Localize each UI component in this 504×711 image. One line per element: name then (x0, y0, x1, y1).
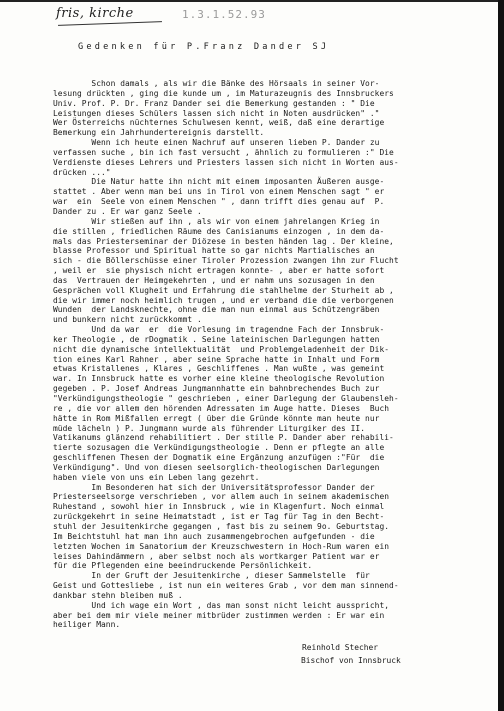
body-line: Univ. Prof. P. Dr. Franz Dander sei die Bemerkung gestanden : " Die (53, 98, 375, 108)
body-line: das Vertrauen der Heimgekehrten , und er nahm uns sozusagen in den (53, 275, 375, 285)
body-line: verfassen suche , bin ich fast versucht , ähnlich zu formulieren :" Die (53, 147, 394, 157)
body-line: tierte sozusagen die Verkündigungstheologie . Denn er pflegte an alle (53, 443, 385, 453)
body-line: Im Beichtstuhl hat man ihn auch zusammengebrochen aufgefunden - die (53, 531, 375, 541)
body-line: Ruhestand , sowohl hier in Innsbruck , wie in Klagenfurt. Noch einmal (53, 502, 385, 512)
body-line: war. In Innsbruck hatte es vorher eine kleine theologische Revolution (53, 374, 385, 384)
body-line: Wer Österreichs nüchternes Schulwesen kennt, weiß, daß eine derartige (53, 118, 385, 128)
body-line: Verdienste dieses Lehrers und Priesters lassen sich nicht in Worten aus- (53, 157, 399, 167)
handwritten-underline (58, 21, 162, 26)
body-line: ker Theologie , de rDogmatik . Seine lateinischen Darlegungen hatten (53, 334, 380, 344)
body-line: Gesprächen voll Klugheit und Erfahrung die stahlhelme der Sturheit ab , (53, 285, 394, 295)
date-stamp: 1.3.1.52.93 (182, 8, 266, 21)
body-line: tion eines Karl Rahner , aber seine Sprache hatte in Inhalt und Form (53, 354, 380, 364)
body-line: Wir stießen auf ihn , als wir von einem jahrelangen Krieg in (53, 216, 380, 226)
body-line: Dander zu . Er war ganz Seele . (53, 206, 202, 216)
body-line: blasse Professor und Spiritual hatte so gar nichts Martialisches an (53, 246, 375, 256)
body-line: Im Besonderen hat sich der Universitätsprofessor Dander der (53, 482, 375, 492)
body-line: heiliger Mann. (53, 620, 121, 630)
body-line: Priesterseelsorge verschrieben , vor allem auch in seinem akademischen (53, 492, 390, 502)
scan-border-top (0, 0, 504, 2)
document-title: Gedenken für P.Franz Dander SJ (78, 42, 330, 52)
body-line: haben viele von uns ein Leben lang gezehrt. (53, 472, 260, 482)
body-line: leises Dahindämmern , aber selbst noch als wortkarger Patient war er (53, 551, 380, 561)
body-line: sich - die Böllerschüsse einer Tiroler Prozession zwangen ihn zur Flucht (53, 256, 399, 266)
body-line: stattet . Aber wenn man bei uns in Tirol von einem Menschen sagt " er (53, 187, 385, 197)
body-line: gegeben . P. Josef Andreas Jungmannhatte ein bahnbrechendes Buch zur (53, 384, 380, 394)
body-line: Wunden der Landsknechte, ohne die man nun einmal aus Schützengräben (53, 305, 380, 315)
body-line: Bemerkung ein Jahrhundertereignis darstellt. (53, 128, 265, 138)
body-line: Schon damals , als wir die Bänke des Hörsaals in seiner Vor- (53, 79, 380, 88)
handwritten-note (56, 6, 134, 21)
body-line: hätte in Rom Mißfallen erregt ( über die Gründe könnte man heute nur (53, 413, 380, 423)
body-line: Die Natur hatte ihn nicht mit einem imposanten Äußeren ausge- (53, 177, 385, 187)
body-line: Geist und Gottesliebe , ist nun ein weiteres Grab , vor dem man sinnend- (53, 581, 399, 591)
body-line: für die Pflegenden eine beeindruckende Persönlichkeit. (53, 561, 313, 571)
body-line: letzten Wochen im Sanatorium der Kreuzschwestern in Hoch-Rum waren ein (53, 541, 390, 551)
body-line: Vatikanums glänzend rehabilitiert . Der stille P. Dander aber rehabili- (53, 433, 394, 443)
body-line: und bunkern nicht zurückkommt . (53, 315, 202, 325)
body-line: Verkündigung". Und von diesen seelsorglich-theologischen Darlegungen (53, 462, 380, 472)
body-line: war ein Seele von einem Menschen " , dann trifft dies genau auf P. (53, 197, 385, 207)
handwritten-note-text: fris, kirche (56, 6, 134, 21)
signature-name: Reinhold Stecher (302, 643, 379, 652)
body-line: Und ich wage ein Wort , das man sonst nicht leicht ausspricht, (53, 600, 390, 610)
body-line: zurückgekehrt in seine Heimatstadt , ist er Tag für Tag in den Becht- (53, 512, 385, 522)
body-line: dankbar stehn bleiben muß . (53, 590, 183, 600)
body-line: nicht die dynamische intellektualität und Problemgeladenheit der Dik- (53, 344, 390, 354)
body-line: , weil er sie physisch nicht ertragen konnte- , aber er hatte sofort (53, 266, 385, 276)
letter-body (53, 79, 498, 630)
scan-border-right (498, 0, 504, 711)
body-line: drücken ..." (53, 167, 111, 177)
body-line: re , die vor allem den hörenden Adressaten im Auge hatte. Dieses Buch (53, 403, 390, 413)
body-line: Leistungen dieses Schülers lassen sich nicht in Noten ausdrücken" ." (53, 108, 380, 118)
body-line: mals das Priesterseminar der Diözese in besten händen lag . Der kleine, (53, 236, 394, 246)
body-line: die stillen , friedlichen Räume des Canisianums einzogen , in dem da- (53, 226, 385, 236)
body-line: die wir immer noch heimlich trugen , und er verband die die verborgenen (53, 295, 394, 305)
body-line: Wenn ich heute einen Nachruf auf unseren lieben P. Dander zu (53, 138, 380, 148)
body-line: etwas Kristallenes , Klares , Geschliffenes . Man wußte , was gemeint (53, 364, 385, 374)
body-line: In der Gruft der Jesuitenkirche , dieser Sammelstelle für (53, 571, 370, 581)
body-line: Und da war er die Vorlesung im tragendne Fach der Innsbruk- (53, 325, 385, 335)
body-line: lesung drückten , ging die kunde um , im Maturazeugnis des Innsbruckers (53, 88, 394, 98)
body-line: geschliffenen Thesen der Dogmatik eine Ergänzung anzufügen :"Für die (53, 453, 385, 463)
body-line: müde lächeln ) P. Jungmann wurde als führender Liturgiker des II. (53, 423, 366, 433)
body-line: aber bei dem mir viele meiner mitbrüder zustimmen werden : Er war ein (53, 610, 385, 620)
signature-role: Bischof von Innsbruck (301, 656, 401, 665)
body-line: "Verkündigungstheologie " geschrieben , einer Darlegung der Glaubensleh- (53, 394, 399, 403)
body-line: stuhl der Jesuitenkirche gegangen , fast bis zu seinem 9o. Geburtstag. (53, 521, 390, 531)
